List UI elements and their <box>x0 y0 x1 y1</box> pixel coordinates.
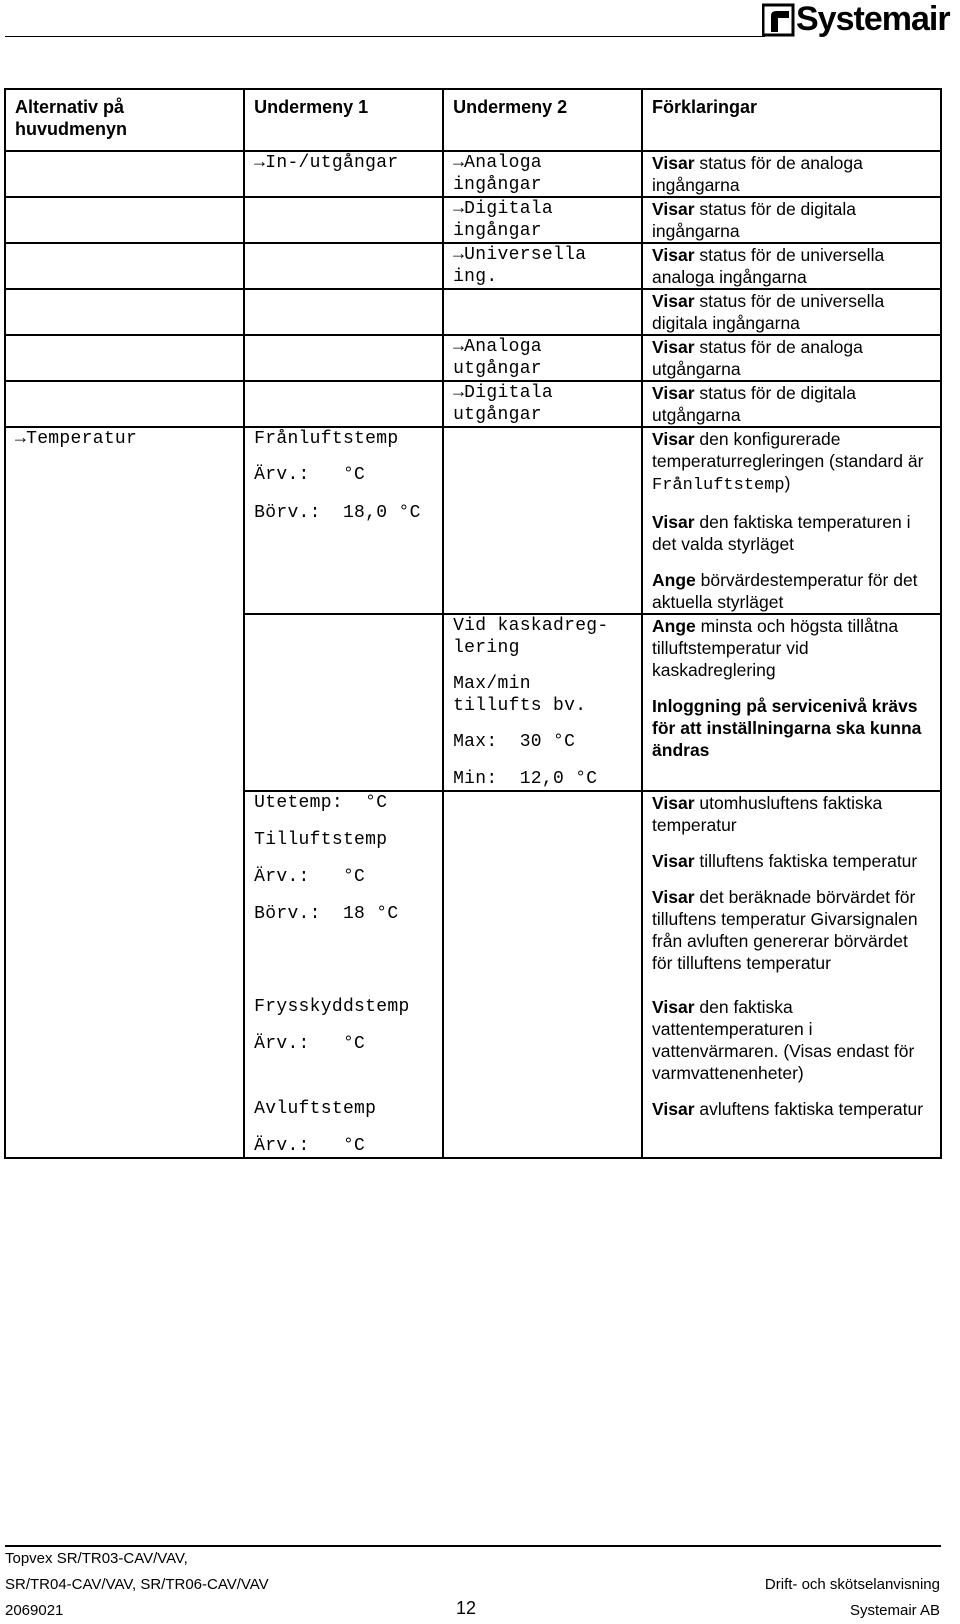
kaskad-explanations: Ange minsta och högsta tillåtna tilluftstemperatur vid kaskadreglering Inloggning på servicenivå krävs för att inställningarna ska kunna ändras <box>642 614 941 791</box>
avluft-actual: Ärv.: °C <box>254 1136 366 1156</box>
brand-name: Systemair <box>796 0 950 38</box>
row-submenu2: →Analoga ingångar <box>443 151 642 197</box>
row-explanation: Visar status för de digitala utgångarna <box>642 381 941 427</box>
footer-product-line2: SR/TR04-CAV/VAV, SR/TR06-CAV/VAV <box>5 1576 269 1593</box>
avluft-block <box>244 1084 443 1158</box>
row-explanation: Visar status för de analoga utgångarna <box>642 335 941 381</box>
row-submenu2: →Digitala ingångar <box>443 197 642 243</box>
footer-rule <box>5 1545 941 1547</box>
header-submenu-2: Undermeny 2 <box>443 89 642 151</box>
ute-temp: Utetemp: °C <box>254 793 388 813</box>
header-rule <box>5 36 765 37</box>
table-row-avluft <box>5 1084 941 1158</box>
kaskad-label-c: Max/min <box>453 674 531 694</box>
row-explanation: Visar status för de universella analoga ingångarna <box>642 243 941 289</box>
kaskad-label-a: Vid kaskadreg- <box>453 616 609 636</box>
table-row-temperatur <box>5 427 941 614</box>
table-row <box>5 289 941 335</box>
row-explanation: Visar status för de analoga ingångarna <box>642 151 941 197</box>
row-explanation: Visar status för de digitala ingångarna <box>642 197 941 243</box>
row-submenu2: →Analoga utgångar <box>443 335 642 381</box>
table-row-ute <box>5 791 941 974</box>
row-main-item <box>5 151 244 197</box>
franluft-actual: Ärv.: °C <box>254 465 366 485</box>
ute-explanations: Visar utomhusluftens faktiska temperatur Visar tilluftens faktiska temperatur Visar det beräknade börvärdet för tilluftens temperatur Givarsignalen från avluften genererar börvärdet för tilluftens temperatur <box>642 791 941 974</box>
franluft-label: Frånluftstemp <box>254 429 399 449</box>
footer-company: Systemair AB <box>849 1602 940 1619</box>
main-item-temperatur: →Temperatur <box>5 427 244 614</box>
row-submenu1 <box>244 197 443 243</box>
ute-block <box>244 791 443 974</box>
footer-page-number: 12 <box>456 1598 477 1618</box>
row-submenu2: →Digitala utgångar <box>443 381 642 427</box>
frys-actual: Ärv.: °C <box>254 1034 366 1054</box>
row-submenu1 <box>244 381 443 427</box>
frys-label: Frysskyddstemp <box>254 997 410 1017</box>
row-submenu1: →In-/utgångar <box>244 151 443 197</box>
row-submenu2: →Universella ing. <box>443 243 642 289</box>
row-submenu1 <box>244 335 443 381</box>
menu-table <box>4 88 942 1159</box>
table-row-kaskad <box>5 614 941 791</box>
table-header-row <box>5 89 941 151</box>
kaskad-label-d: tillufts bv. <box>453 696 587 716</box>
table-row <box>5 335 941 381</box>
header-explanations: Förklaringar <box>642 89 941 151</box>
temp-expl-actual: Visar den faktiska temperaturen i det valda styrläget <box>652 512 911 554</box>
footer-product-line1: Topvex SR/TR03-CAV/VAV, <box>5 1550 188 1567</box>
temperatur-explanations <box>642 427 941 614</box>
kaskad-max: Max: 30 °C <box>453 732 576 752</box>
kaskad-label-b: lering <box>453 638 520 658</box>
row-submenu1 <box>244 289 443 335</box>
table-row-frys <box>5 974 941 1084</box>
kaskad-login-note: Inloggning på servicenivå krävs för att inställningarna ska kunna ändras <box>652 696 922 760</box>
avluft-label: Avluftstemp <box>254 1099 377 1119</box>
row-submenu2 <box>443 289 642 335</box>
frys-explanation: Visar den faktiska vattentemperaturen i vattenvärmaren. (Visas endast för varmvattenenheter) <box>642 974 941 1084</box>
kaskad-block <box>443 614 642 791</box>
footer-doc-title: Drift- och skötselanvisning <box>764 1576 940 1593</box>
table-row <box>5 381 941 427</box>
franluft-block <box>244 427 443 614</box>
table-row <box>5 151 941 197</box>
till-setpoint: Börv.: 18 °C <box>254 904 399 924</box>
till-label: Tilluftstemp <box>254 830 388 850</box>
row-main-item <box>5 335 244 381</box>
footer-doc-number: 2069021 <box>5 1602 64 1619</box>
row-main-item <box>5 197 244 243</box>
row-submenu1 <box>244 243 443 289</box>
header-submenu-1: Undermeny 1 <box>244 89 443 151</box>
table-row <box>5 197 941 243</box>
temp-expl-setpoint: Ange börvärdestemperatur för det aktuella styrläget <box>652 570 918 612</box>
frys-block <box>244 974 443 1084</box>
row-main-item <box>5 381 244 427</box>
temp-expl-config: Visar den konfigurerade temperaturregleringen (standard är Frånluftstemp) <box>652 429 924 495</box>
header-main-menu: Alternativ på huvudmenyn <box>5 89 244 151</box>
row-explanation: Visar status för de universella digitala ingångarna <box>642 289 941 335</box>
franluft-setpoint: Börv.: 18,0 °C <box>254 503 421 523</box>
row-main-item <box>5 289 244 335</box>
kaskad-min: Min: 12,0 °C <box>453 769 598 789</box>
till-actual: Ärv.: °C <box>254 867 366 887</box>
avluft-explanation: Visar avluftens faktiska temperatur <box>642 1084 941 1158</box>
table-row <box>5 243 941 289</box>
row-main-item <box>5 243 244 289</box>
